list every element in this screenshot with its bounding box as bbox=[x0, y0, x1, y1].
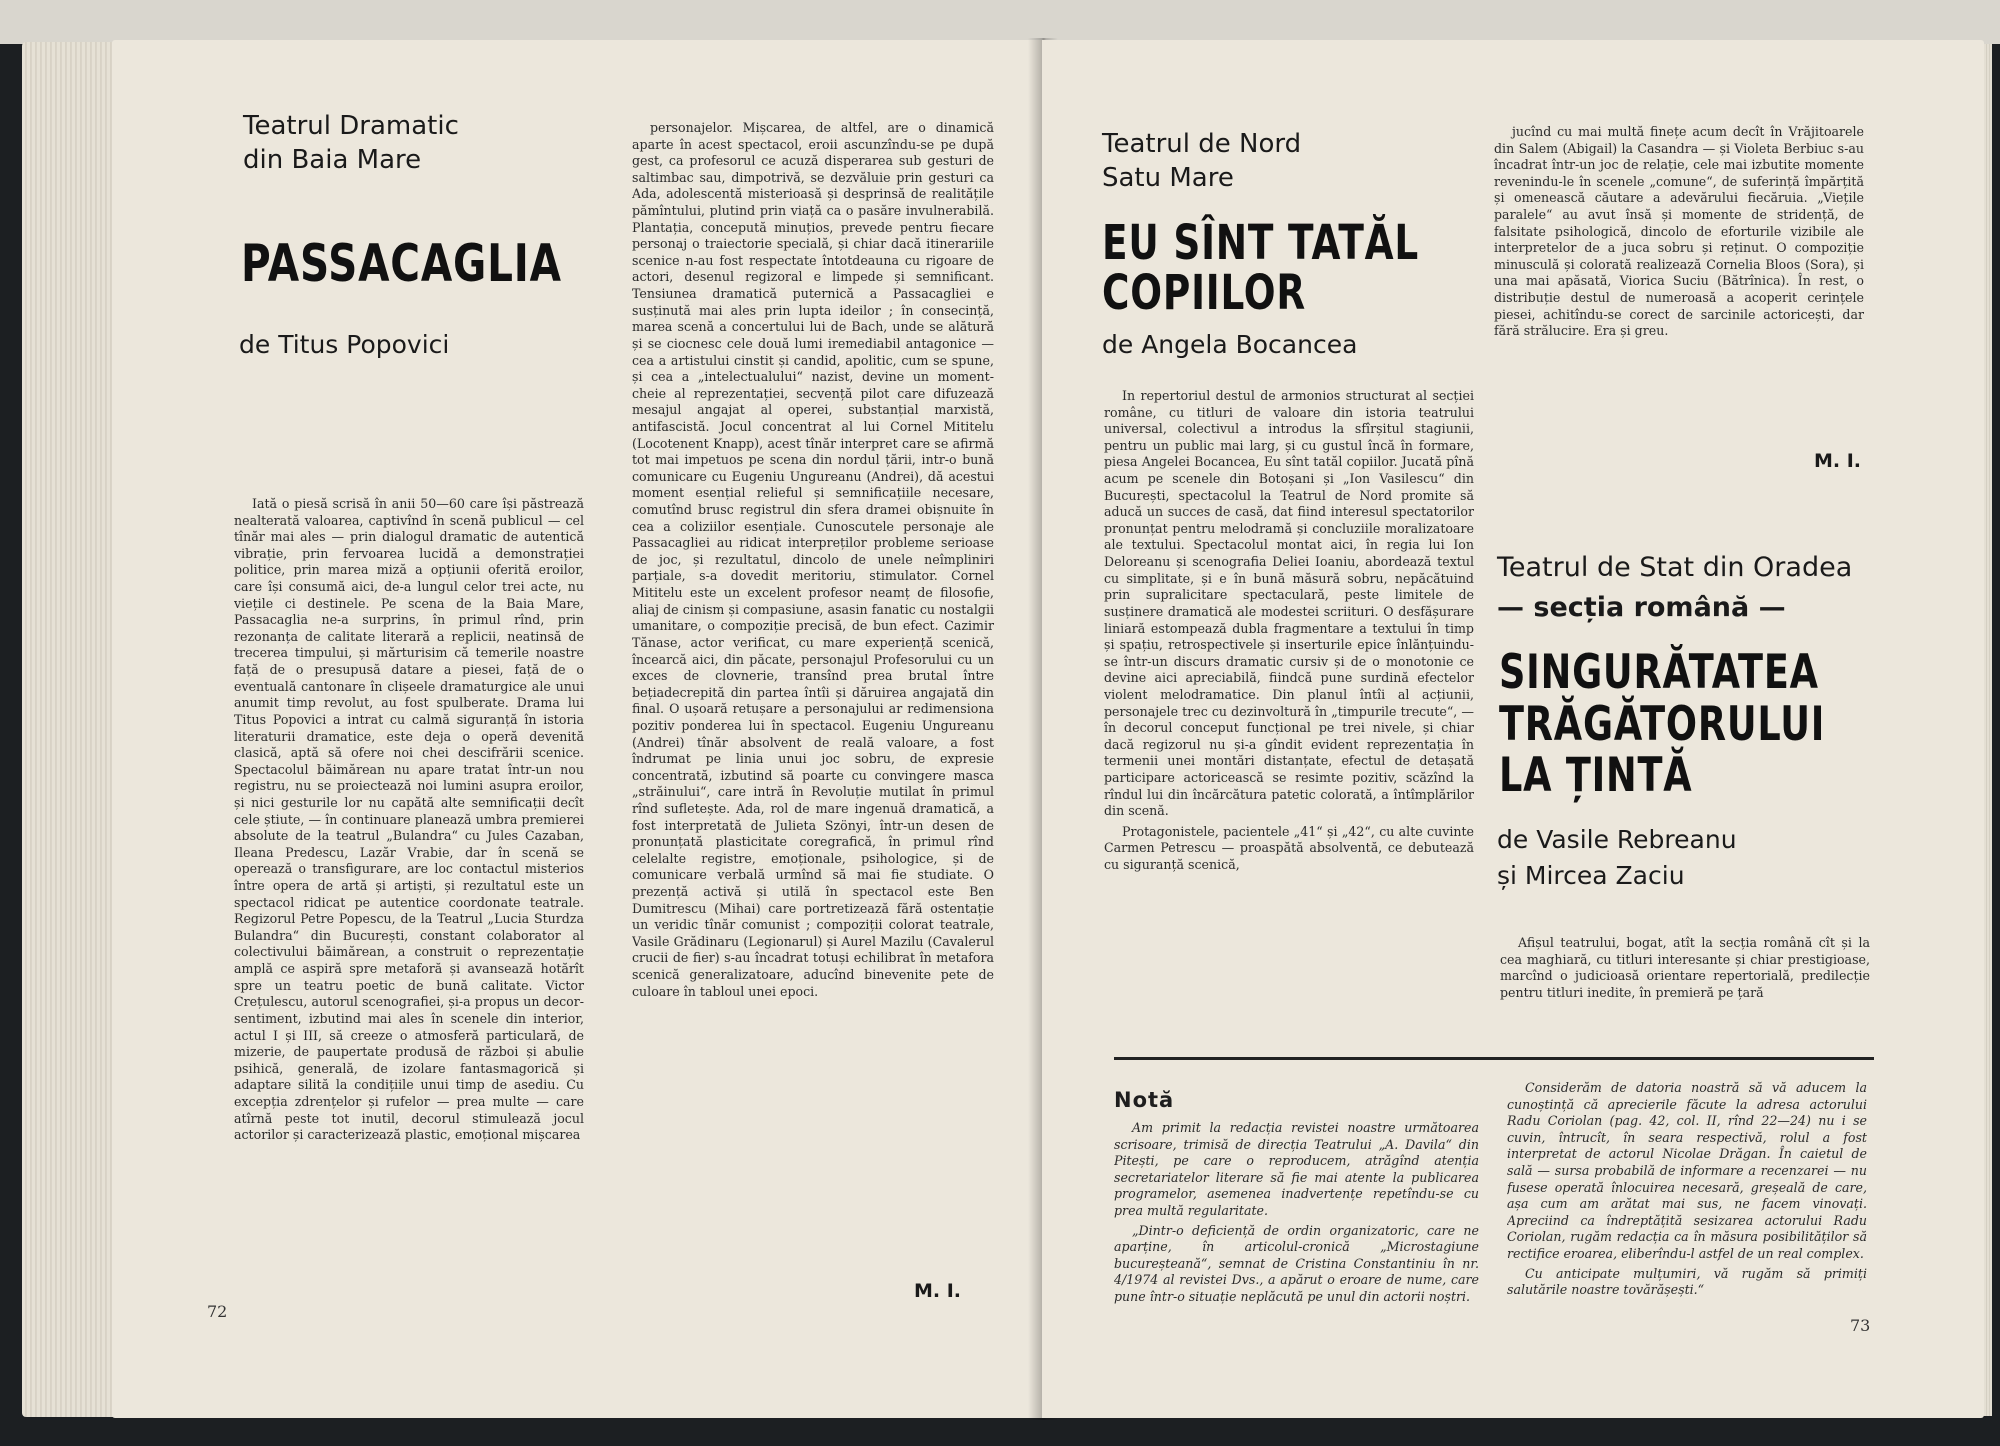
text-column-1 bbox=[234, 496, 584, 1334]
page-number: 72 bbox=[207, 1302, 228, 1321]
article-title: EU SÎNT TATĂL COPIILOR bbox=[1102, 215, 1420, 322]
section-divider bbox=[1114, 1057, 1874, 1060]
paragraph: personajelor. Mișcarea, de altfel, are o dinamică aparte în acest spectacol, eroii ascunzîndu-se pe după gest, ca profesorul ce acuză disperarea sub gesturi de saltimbac sau, dimpotrivă, se dezvăluie prin gesturi ca Ada, adolescentă misterioasă și desprinsă de realitățile pămîntului, plutind prin viață ca o pasăre invulnerabilă. Plantația, concepută minuțios, prevede pentru fiecare personaj o traiectorie specială, și chiar dacă itinerariile scenice n-au fost respectate întotdeauna cu rigoare de actori, desenul regizoral e limpede și semnificant. Tensiunea dramatică puternică a Passacagliei e susținută mai ales prin lupta ideilor ; în consecință, marea scenă a concertului lui de Bach, unde se alătură și se ciocnesc cele două lumi iremediabil antagonice — cea a artistului cinstit și candid, apolitic, cum se spune, și cea a „intelectualului“ nazist, devine un moment-cheie al reprezentației, secvență pilot care difuzează mesajul angajat al operei, substanțial marxistă, antifascistă. Jocul concentrat al lui Cornel Mititelu (Locotenent Knapp), acest tînăr interpret care se afirmă tot mai impetuos pe scena din nordul țării, intr-o bună comunicare cu Eugeniu Ungureanu (Andrei), dă acestui moment esențial relieful și semnificațiile necesare, comutînd brusc registrul din sfera dramei obișnuite în cea a coliziilor esențiale. Cunoscutele personaje ale Passacagliei au ridicat interpreților probleme serioase de joc, și rezultatul, dincolo de unele neîmpliniri parțiale, s-a dovedit meritoriu, stimulator. Cornel Mititelu este un excelent profesor neamț de filosofie, aliaj de cinism și compasiune, asasin fanatic cu nostalgii umanitare, o compoziție precisă, de bun efect. Cazimir Tănase, actor verificat, cu mare experiență scenică, încearcă aici, din păcate, personajul Profesorului cu un exces de clovnerie, transînd prea brutal între bețiadecrepită din partea întîi și dăruirea angajată din final. O ușoară retușare a personajului ar redimensiona pozitiv ponderea lui în spectacol. Eugeniu Ungureanu (Andrei) tînăr absolvent de reală valoare, a fost îndrumat pe linia unui joc sobru, de expresie concentrată, izbutind să poarte cu convingere masca „străinului“, care intră în Revoluție mutilat în primul rînd sufletește. Ada, rol de mare ingenuă dramatică, a fost interpretată de Julieta Szönyi, într-un desen de pronunțată plasticitate coregrafică, în primul rînd celelalte registre, emoționale, psihologice, și de comunicare verbală urmînd să mai fie studiate. O prezență activă și utilă în spectacol este Ben Dumitrescu (Mihai) care portretizează fără ostentație un veridic tînăr comunist ; compoziții colorat teatrale, Vasile Grădinaru (Legionarul) și Aurel Mazilu (Cavalerul crucii de fier) s-au încadrat totuși echilibrat în metafora scenică generalizatoare, aducînd binevenite pete de culoare în tabloul unei epoci. bbox=[632, 120, 994, 999]
book-fore-edge bbox=[22, 42, 122, 1417]
page-72 bbox=[112, 40, 1044, 1418]
theater-name: Teatrul Dramatic din Baia Mare bbox=[243, 111, 459, 175]
text-column-1 bbox=[1104, 388, 1474, 1033]
article-title: PASSACAGLIA bbox=[241, 234, 562, 294]
text-column bbox=[1500, 935, 1870, 1025]
paragraph: Protagonistele, pacientele „41“ și „42“, cu alte cuvinte Carmen Petrescu — proaspătă absolventă, ce debutează cu siguranță scenică, bbox=[1104, 823, 1474, 873]
article-title: SINGURĂTATEA TRĂGĂTORULUI LA ȚINTĂ bbox=[1499, 645, 1826, 804]
note-column-2 bbox=[1507, 1080, 1867, 1350]
paragraph: jucînd cu mai multă finețe acum decît în Vrăjitoarele din Salem (Abigail) la Casandra — și Violeta Berbiuc s-au încadrat într-un joc de relație, cele mai izbutite momente revenindu-le în scenele „comune“, de suferință împărțită și omenească căutare a adevărului fiecăruia. „Viețile paralele“ au avut însă și momente de stridență, de falsitate psihologică, dincolo de eforturile vizibile ale interpretelor de a juca sobru și reținut. O compoziție minusculă și colorată realizează Cornelia Bloos (Sora), și una mai apăsată, Viorica Suciu (Bătrînica). În rest, o distribuție destul de numeroasă a acoperit cerințele piesei, achitîndu-se corect de sarcinile actoricești, dar fără strălucire. Era și greu. bbox=[1494, 124, 1864, 339]
scanner-background bbox=[0, 0, 2000, 44]
theater-section: — secția română — bbox=[1497, 592, 1786, 623]
note-title: Notă bbox=[1114, 1088, 1175, 1112]
page-73 bbox=[1042, 40, 1984, 1418]
paragraph: Cu anticipate mulțumiri, vă rugăm să primiți salutările noastre tovărășești.“ bbox=[1507, 1265, 1867, 1298]
text-column-2 bbox=[632, 120, 994, 1280]
page-number: 73 bbox=[1850, 1316, 1871, 1335]
paragraph: Considerăm de datoria noastră să vă aducem la cunoștință că aprecierile făcute la adresa actorului Radu Coriolan (pag. 42, col. II, rînd 22—24) nu i se cuvin, întrucît, în seara respectivă, rolul a fost interpretat de actorul Nicolae Drăgan. În caietul de sală — sursa probabilă de informare a recenzarei — nu fusese operată înlocuirea necesară, greșeală de care, așa cum am arătat mai sus, ne facem vinovați. Apreciind ca îndreptățită sesizarea actorului Radu Coriolan, rugăm redacția ca în măsura posibilităților să rectifice eroarea, eliberîndu-l astfel de un real complex. bbox=[1507, 1080, 1867, 1262]
note-column-1 bbox=[1114, 1120, 1479, 1360]
paragraph: Iată o piesă scrisă în anii 50—60 care își păstrează nealterată valoarea, captivînd în scenă publicul — cel tînăr mai ales — prin dialogul dramatic de autentică vibrație, prin fervoarea lucidă a demonstrației politice, prin marea miză a opțiunii oferită eroilor, care își consumă aici, de-a lungul celor trei acte, nu viețile ci destinele. Pe scena de la Baia Mare, Passacaglia ne-a surprins, în primul rînd, prin rezonanța de calitate literară a replicii, neatinsă de trecerea timpului, și mărturisim că temerile noastre față de o presupusă datare a piesei, față de o eventuală cantonare în clișeele dramaturgice ale unui anumit timp revolut, au fost spulberate. Drama lui Titus Popovici a intrat cu calmă siguranță în istoria literaturii dramatice, este deja o operă devenită clasică, aptă să ofere noi chei descifrării scenice. Spectacolul băimărean nu apare tratat într-un nou registru, nu se proiectează noi lumini asupra eroilor, și nici gesturile lor nu capătă alte semnificații decît cele știute, — în continuare planează umbra premierei absolute de la teatrul „Bulandra“ cu Jules Cazaban, Ileana Predescu, Lazăr Vrabie, dar în scenă se operează o transfigurare, are loc contactul misterios între opera de artă și artiști, și rezultatul este un spectacol ridicat pe autentice coordonate teatrale. Regizorul Petre Popescu, de la Teatrul „Lucia Sturdza Bulandra“ din București, constant colaborator al colectivului băimărean, a construit o reprezentație amplă ce aspiră spre metaforă și avansează hotărît spre un teatru poetic de bună calitate. Victor Crețulescu, autorul scenografiei, și-a propus un decor-sentiment, izbutind mai ales în scenele din interior, actul I și III, să creeze o atmosferă particulară, de mizerie, de paupertate produsă de război și abulie psihică, generală, de izolare fantasmagorică și adaptare silită la condițiile unui timp de asediu. Cu excepția zdrențelor și rufelor — prea multe — care atîrnă peste tot inutil, decorul stimulează jocul actorilor și caracterizează plastic, emoțional mișcarea bbox=[234, 496, 584, 1143]
author-signature: M. I. bbox=[914, 1280, 962, 1302]
paragraph: Afișul teatrului, bogat, atît la secția română cît și la cea maghiară, cu titluri interesante și chiar prestigioase, marcînd o judicioasă orientare repertorială, predilecție pentru titluri inedite, în premieră pe țară bbox=[1500, 935, 1870, 1000]
paragraph: Am primit la redacția revistei noastre următoarea scrisoare, trimisă de direcția Teatrului „A. Davila“ din Pitești, pe care o reproducem, atrăgînd atenția secretariatelor literare să fie mai atente la publicarea programelor, asemenea inadvertențe repetîndu-se cu prea multă regularitate. bbox=[1114, 1120, 1479, 1219]
article-byline: de Angela Bocancea bbox=[1102, 330, 1358, 359]
theater-name: Teatrul de Stat din Oradea bbox=[1497, 552, 1853, 583]
theater-name: Teatrul de Nord Satu Mare bbox=[1102, 129, 1302, 193]
author-signature: M. I. bbox=[1814, 450, 1862, 472]
text-column-2 bbox=[1494, 124, 1864, 429]
article-byline: de Vasile Rebreanu și Mircea Zaciu bbox=[1497, 825, 1737, 891]
article-byline: de Titus Popovici bbox=[239, 330, 450, 359]
paragraph: „Dintr-o deficiență de ordin organizatoric, care ne aparține, în articolul-cronică „Microstagiune bucureșteană“, semnat de Cristina Constantiniu în nr. 4/1974 al revistei Dvs., a apărut o eroare de nume, care pune într-o situație neplăcută pe unul din actorii noștri. bbox=[1114, 1222, 1479, 1305]
paragraph: In repertoriul destul de armonios structurat al secției române, cu titluri de valoare din istoria teatrului universal, colectivul a introdus la sfîrșitul stagiunii, pentru un public mai larg, și cu gustul încă în formare, piesa Angelei Bocancea, Eu sînt tatăl copiilor. Jucată pînă acum pe scenele din Botoșani și „Ion Vasilescu“ din București, spectacolul la Teatrul de Nord promite să aducă un succes de casă, dat fiind interesul spectatorilor pronunțat pentru melodramă și concluziile moralizatoare ale textului. Spectacolul montat aici, în regia lui Ion Deloreanu și scenografia Deliei Ioaniu, abordează textul cu simplitate, și e în bună măsură sobru, nepăcătuind prin supralicitare spectaculară, peste limitele de susținere dramatică ale modestei scriituri. O desfășurare liniară estompează dubla fragmentare a textului în timp și spațiu, retrospectivele și inserturile epice înlănțuindu-se într-un discurs dramatic cursiv și de o monotonie ce devine aici apreciabilă, fiindcă pune surdină efectelor violent melodramatice. Din planul întîi al acțiunii, personajele trec cu dezinvoltură în „timpurile trecute“, — în decorul conceput funcțional pe trei nivele, și chiar dacă regizorul nu și-a gîndit evident reprezentația în termenii unei montări distanțate, efectul de detașată participare actoricească se resimte pozitiv, scăzînd la rîndul lui din încărcătura patetic colorată, a întîmplărilor din scenă. bbox=[1104, 388, 1474, 819]
